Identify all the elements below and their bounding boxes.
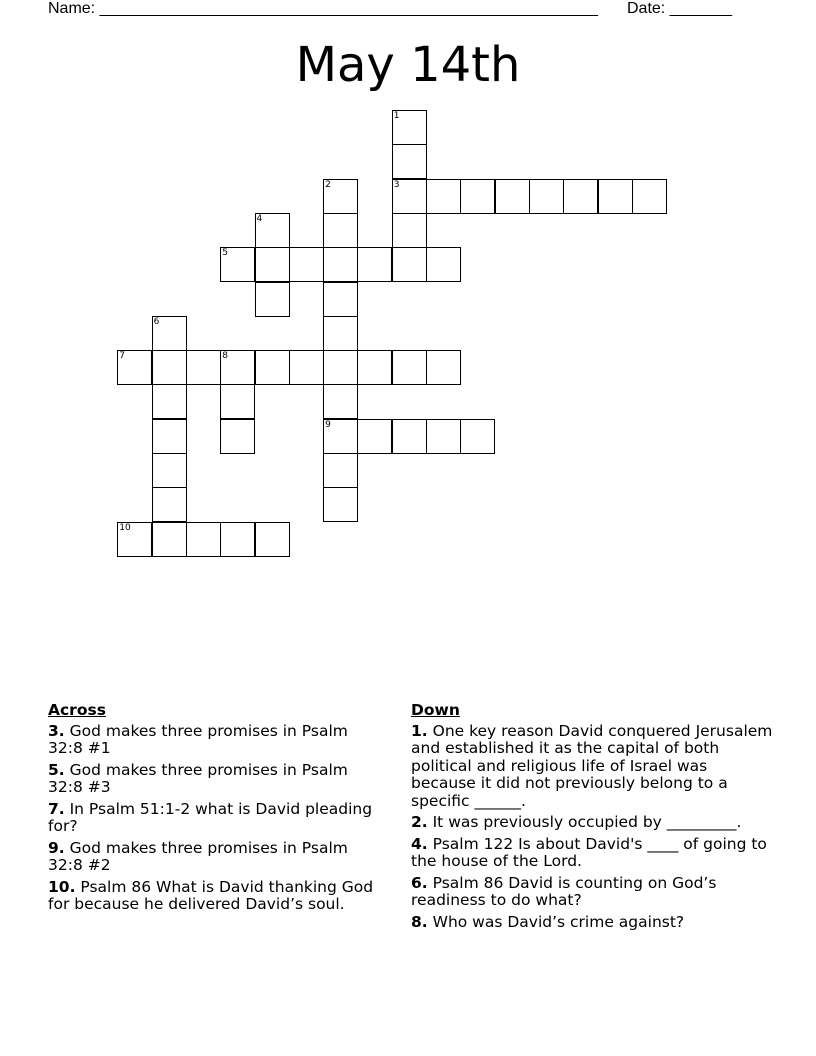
across-heading: Across	[48, 701, 106, 719]
clue-text: In Psalm 51:1-2 what is David pleading for?	[48, 799, 373, 835]
clue-number: 3	[393, 179, 400, 190]
grid-cell[interactable]	[220, 522, 255, 557]
grid-cell[interactable]	[460, 419, 495, 454]
down-heading: Down	[411, 701, 460, 719]
clue	[411, 875, 776, 910]
grid-cell[interactable]	[323, 213, 358, 248]
clue-text: God makes three promises in Psalm 32:8 #2	[48, 838, 348, 874]
grid-cell[interactable]	[323, 453, 358, 488]
clue	[48, 840, 378, 875]
grid-cell[interactable]	[220, 247, 255, 282]
clue-number: 10	[119, 522, 131, 533]
clue-number: 9	[325, 419, 331, 430]
grid-cell[interactable]	[392, 179, 427, 214]
clue-text: Who was David’s crime against?	[427, 912, 685, 931]
clue-text: One key reason David conquered Jerusalem and established it as the capital of both political and religious life of Israel was because it did not previously belong to a specific ______.	[411, 721, 773, 810]
grid-cell[interactable]	[289, 350, 324, 385]
grid-cell[interactable]	[563, 179, 598, 214]
grid-cell[interactable]	[220, 384, 255, 419]
grid-cell[interactable]	[392, 213, 427, 248]
clue-text: God makes three promises in Psalm 32:8 #3	[48, 760, 348, 796]
clue	[48, 762, 378, 797]
grid-cell[interactable]	[598, 179, 633, 214]
grid-cell[interactable]	[323, 316, 358, 351]
down-clues	[411, 702, 776, 935]
grid-cell[interactable]	[323, 247, 358, 282]
clue-num: 9.	[48, 838, 65, 857]
grid-cell[interactable]	[117, 522, 152, 557]
clue-number: 4	[256, 213, 263, 224]
grid-cell[interactable]	[152, 453, 187, 488]
grid-cell[interactable]	[255, 282, 290, 317]
grid-cell[interactable]	[392, 419, 427, 454]
grid-cell[interactable]	[357, 247, 392, 282]
date-field[interactable]: Date: _______	[627, 0, 732, 17]
grid-cell[interactable]	[117, 350, 152, 385]
clue-num: 5.	[48, 760, 65, 779]
clue	[411, 836, 776, 871]
clue-num: 4.	[411, 834, 428, 853]
clue-num: 2.	[411, 813, 428, 831]
grid-cell[interactable]	[426, 179, 461, 214]
clue-text: Psalm 86 What is David thanking God for because he delivered David’s soul.	[48, 877, 374, 913]
across-list	[48, 723, 378, 914]
grid-cell[interactable]	[152, 316, 187, 351]
clue-text: Psalm 86 David is counting on God’s readiness to do what?	[411, 873, 717, 909]
down-list	[411, 723, 776, 932]
grid-cell[interactable]	[152, 487, 187, 522]
grid-cell[interactable]	[426, 247, 461, 282]
grid-cell[interactable]	[255, 522, 290, 557]
clue-num: 8.	[411, 912, 428, 931]
grid-cell[interactable]	[220, 419, 255, 454]
grid-cell[interactable]	[460, 179, 495, 214]
across-clues	[48, 702, 378, 918]
clue-num: 10.	[48, 877, 76, 896]
grid-cell[interactable]	[357, 419, 392, 454]
grid-cell[interactable]	[186, 522, 221, 557]
grid-cell[interactable]	[152, 384, 187, 419]
clue	[411, 723, 776, 811]
clue	[411, 814, 776, 832]
clue-number: 1	[393, 111, 400, 121]
grid-cell[interactable]	[289, 247, 324, 282]
grid-cell[interactable]	[426, 350, 461, 385]
clue	[48, 879, 378, 914]
clue	[411, 914, 776, 932]
clue-number: 6	[153, 316, 160, 327]
clue-num: 3.	[48, 721, 65, 740]
grid-cell[interactable]	[220, 350, 255, 385]
clue-text: Psalm 122 Is about David's ____ of going to the house of the Lord.	[411, 834, 767, 870]
clue-num: 7.	[48, 799, 65, 818]
grid-cell[interactable]	[255, 350, 290, 385]
grid-cell[interactable]	[152, 522, 187, 557]
clue-text: God makes three promises in Psalm 32:8 #1	[48, 721, 348, 757]
grid-cell[interactable]	[529, 179, 564, 214]
grid-cell[interactable]	[632, 179, 667, 214]
grid-cell[interactable]	[495, 179, 530, 214]
clue	[48, 801, 378, 836]
clue-num: 6.	[411, 873, 428, 892]
name-field[interactable]: Name: ________________________________________________________	[48, 0, 598, 17]
grid-cell[interactable]	[255, 247, 290, 282]
grid-cell[interactable]	[152, 419, 187, 454]
clue-num: 1.	[411, 721, 428, 740]
grid-cell[interactable]	[323, 350, 358, 385]
clue-number: 7	[119, 351, 126, 362]
grid-cell[interactable]	[392, 350, 427, 385]
grid-cell[interactable]	[323, 419, 358, 454]
clue-number: 2	[325, 179, 331, 190]
clue-text: It was previously occupied by _________.	[427, 813, 742, 831]
grid-cell[interactable]	[152, 350, 187, 385]
grid-cell[interactable]	[255, 213, 290, 248]
grid-cell[interactable]	[323, 487, 358, 522]
page-title: May 14th	[295, 37, 521, 93]
clue	[48, 723, 378, 758]
grid-cell[interactable]	[186, 350, 221, 385]
grid-cell[interactable]	[392, 144, 427, 179]
grid-cell[interactable]	[392, 110, 427, 145]
clue-number: 5	[222, 248, 228, 259]
grid-cell[interactable]	[426, 419, 461, 454]
grid-cell[interactable]	[357, 350, 392, 385]
clue-number: 8	[222, 351, 228, 362]
grid-cell[interactable]	[392, 247, 427, 282]
grid-cell[interactable]	[323, 282, 358, 317]
grid-cell[interactable]	[323, 384, 358, 419]
grid-cell[interactable]	[323, 179, 358, 214]
